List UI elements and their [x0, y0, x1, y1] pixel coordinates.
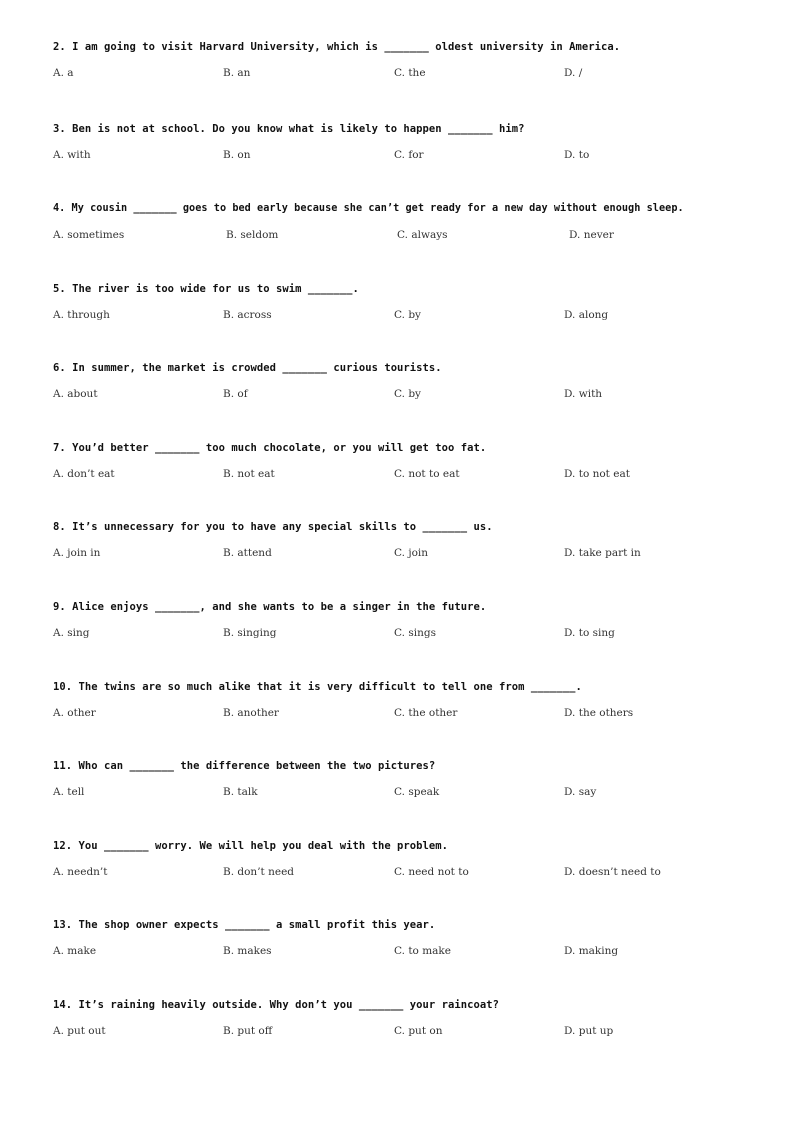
option-b: B. across: [223, 309, 272, 321]
option-b: B. seldom: [226, 229, 279, 241]
answer-options: [53, 1024, 773, 1038]
option-d: D. to sing: [564, 627, 615, 639]
option-a: A. needn’t: [53, 866, 108, 878]
answer-options: [53, 546, 773, 560]
question-3: [53, 122, 773, 162]
option-c: C. put on: [394, 1025, 443, 1037]
option-d: D. to not eat: [564, 468, 630, 480]
option-b: B. talk: [223, 786, 258, 798]
question-9: [53, 600, 773, 640]
option-b: B. of: [223, 388, 248, 400]
answer-options: [53, 785, 773, 799]
option-b: B. another: [223, 707, 279, 719]
option-a: A. sometimes: [53, 229, 125, 241]
question-stem: 9. Alice enjoys _______, and she wants to be a singer in the future.: [53, 601, 487, 613]
option-c: C. the other: [394, 707, 458, 719]
option-a: A. sing: [53, 627, 90, 639]
option-b: B. don’t need: [223, 866, 295, 878]
answer-options: [53, 626, 773, 640]
option-d: D. take part in: [564, 547, 641, 559]
question-10: [53, 680, 773, 720]
option-c: C. to make: [394, 945, 452, 957]
question-8: [53, 520, 773, 560]
option-d: D. making: [564, 945, 619, 957]
option-d: D. never: [569, 229, 614, 241]
option-c: C. always: [397, 229, 448, 241]
option-c: C. sings: [394, 627, 436, 639]
option-b: B. not eat: [223, 468, 275, 480]
option-c: C. by: [394, 309, 421, 321]
question-2: [53, 40, 773, 80]
option-d: D. to: [564, 149, 590, 161]
option-d: D. the others: [564, 707, 634, 719]
option-a: A. through: [53, 309, 110, 321]
question-stem: 3. Ben is not at school. Do you know what is likely to happen _______ him?: [53, 123, 525, 135]
option-b: B. on: [223, 149, 251, 161]
option-b: B. put off: [223, 1025, 273, 1037]
option-a: A. about: [53, 388, 98, 400]
option-d: D. say: [564, 786, 597, 798]
question-5: [53, 282, 773, 322]
option-a: A. make: [53, 945, 97, 957]
question-6: [53, 361, 773, 401]
option-b: B. makes: [223, 945, 272, 957]
question-stem: 6. In summer, the market is crowded _______ curious tourists.: [53, 362, 442, 374]
question-stem: 5. The river is too wide for us to swim _______.: [53, 283, 359, 295]
option-c: C. the: [394, 67, 426, 79]
answer-options: [53, 308, 773, 322]
answer-options: [53, 706, 773, 720]
option-a: A. don’t eat: [53, 468, 115, 480]
question-12: [53, 839, 773, 879]
option-c: C. not to eat: [394, 468, 460, 480]
question-stem: 12. You _______ worry. We will help you deal with the problem.: [53, 840, 449, 852]
option-c: C. for: [394, 149, 424, 161]
question-stem: 8. It’s unnecessary for you to have any special skills to _______ us.: [53, 521, 493, 533]
option-b: B. singing: [223, 627, 277, 639]
question-7: [53, 441, 773, 481]
question-stem: 2. I am going to visit Harvard University, which is _______ oldest university in America.: [53, 41, 621, 53]
option-c: C. speak: [394, 786, 440, 798]
option-d: D. put up: [564, 1025, 614, 1037]
option-a: A. tell: [53, 786, 85, 798]
answer-options: [53, 66, 773, 80]
option-c: C. join: [394, 547, 429, 559]
question-stem: 11. Who can _______ the difference between the two pictures?: [53, 760, 436, 772]
question-4: [53, 202, 773, 242]
option-b: B. attend: [223, 547, 272, 559]
option-b: B. an: [223, 67, 251, 79]
question-14: [53, 998, 773, 1038]
option-d: D. /: [564, 67, 583, 79]
answer-options: [53, 467, 773, 481]
answer-options: [53, 387, 773, 401]
answer-options: [53, 865, 773, 879]
option-a: A. a: [53, 67, 74, 79]
answer-options: [53, 228, 773, 242]
option-d: D. along: [564, 309, 609, 321]
option-c: C. by: [394, 388, 421, 400]
answer-options: [53, 148, 773, 162]
question-stem: 7. You’d better _______ too much chocolate, or you will get too fat.: [53, 442, 487, 454]
question-11: [53, 759, 773, 799]
option-d: D. doesn’t need to: [564, 866, 661, 878]
option-a: A. join in: [53, 547, 101, 559]
question-stem: 13. The shop owner expects _______ a small profit this year.: [53, 919, 436, 931]
option-a: A. with: [53, 149, 91, 161]
option-a: A. put out: [53, 1025, 106, 1037]
option-a: A. other: [53, 707, 96, 719]
option-c: C. need not to: [394, 866, 469, 878]
question-stem: 10. The twins are so much alike that it is very difficult to tell one from _______.: [53, 681, 582, 693]
question-13: [53, 918, 773, 958]
answer-options: [53, 944, 773, 958]
option-d: D. with: [564, 388, 603, 400]
question-stem: 4. My cousin _______ goes to bed early because she can’t get ready for a new day without enough sleep.: [53, 203, 684, 214]
question-stem: 14. It’s raining heavily outside. Why don’t you _______ your raincoat?: [53, 999, 500, 1011]
